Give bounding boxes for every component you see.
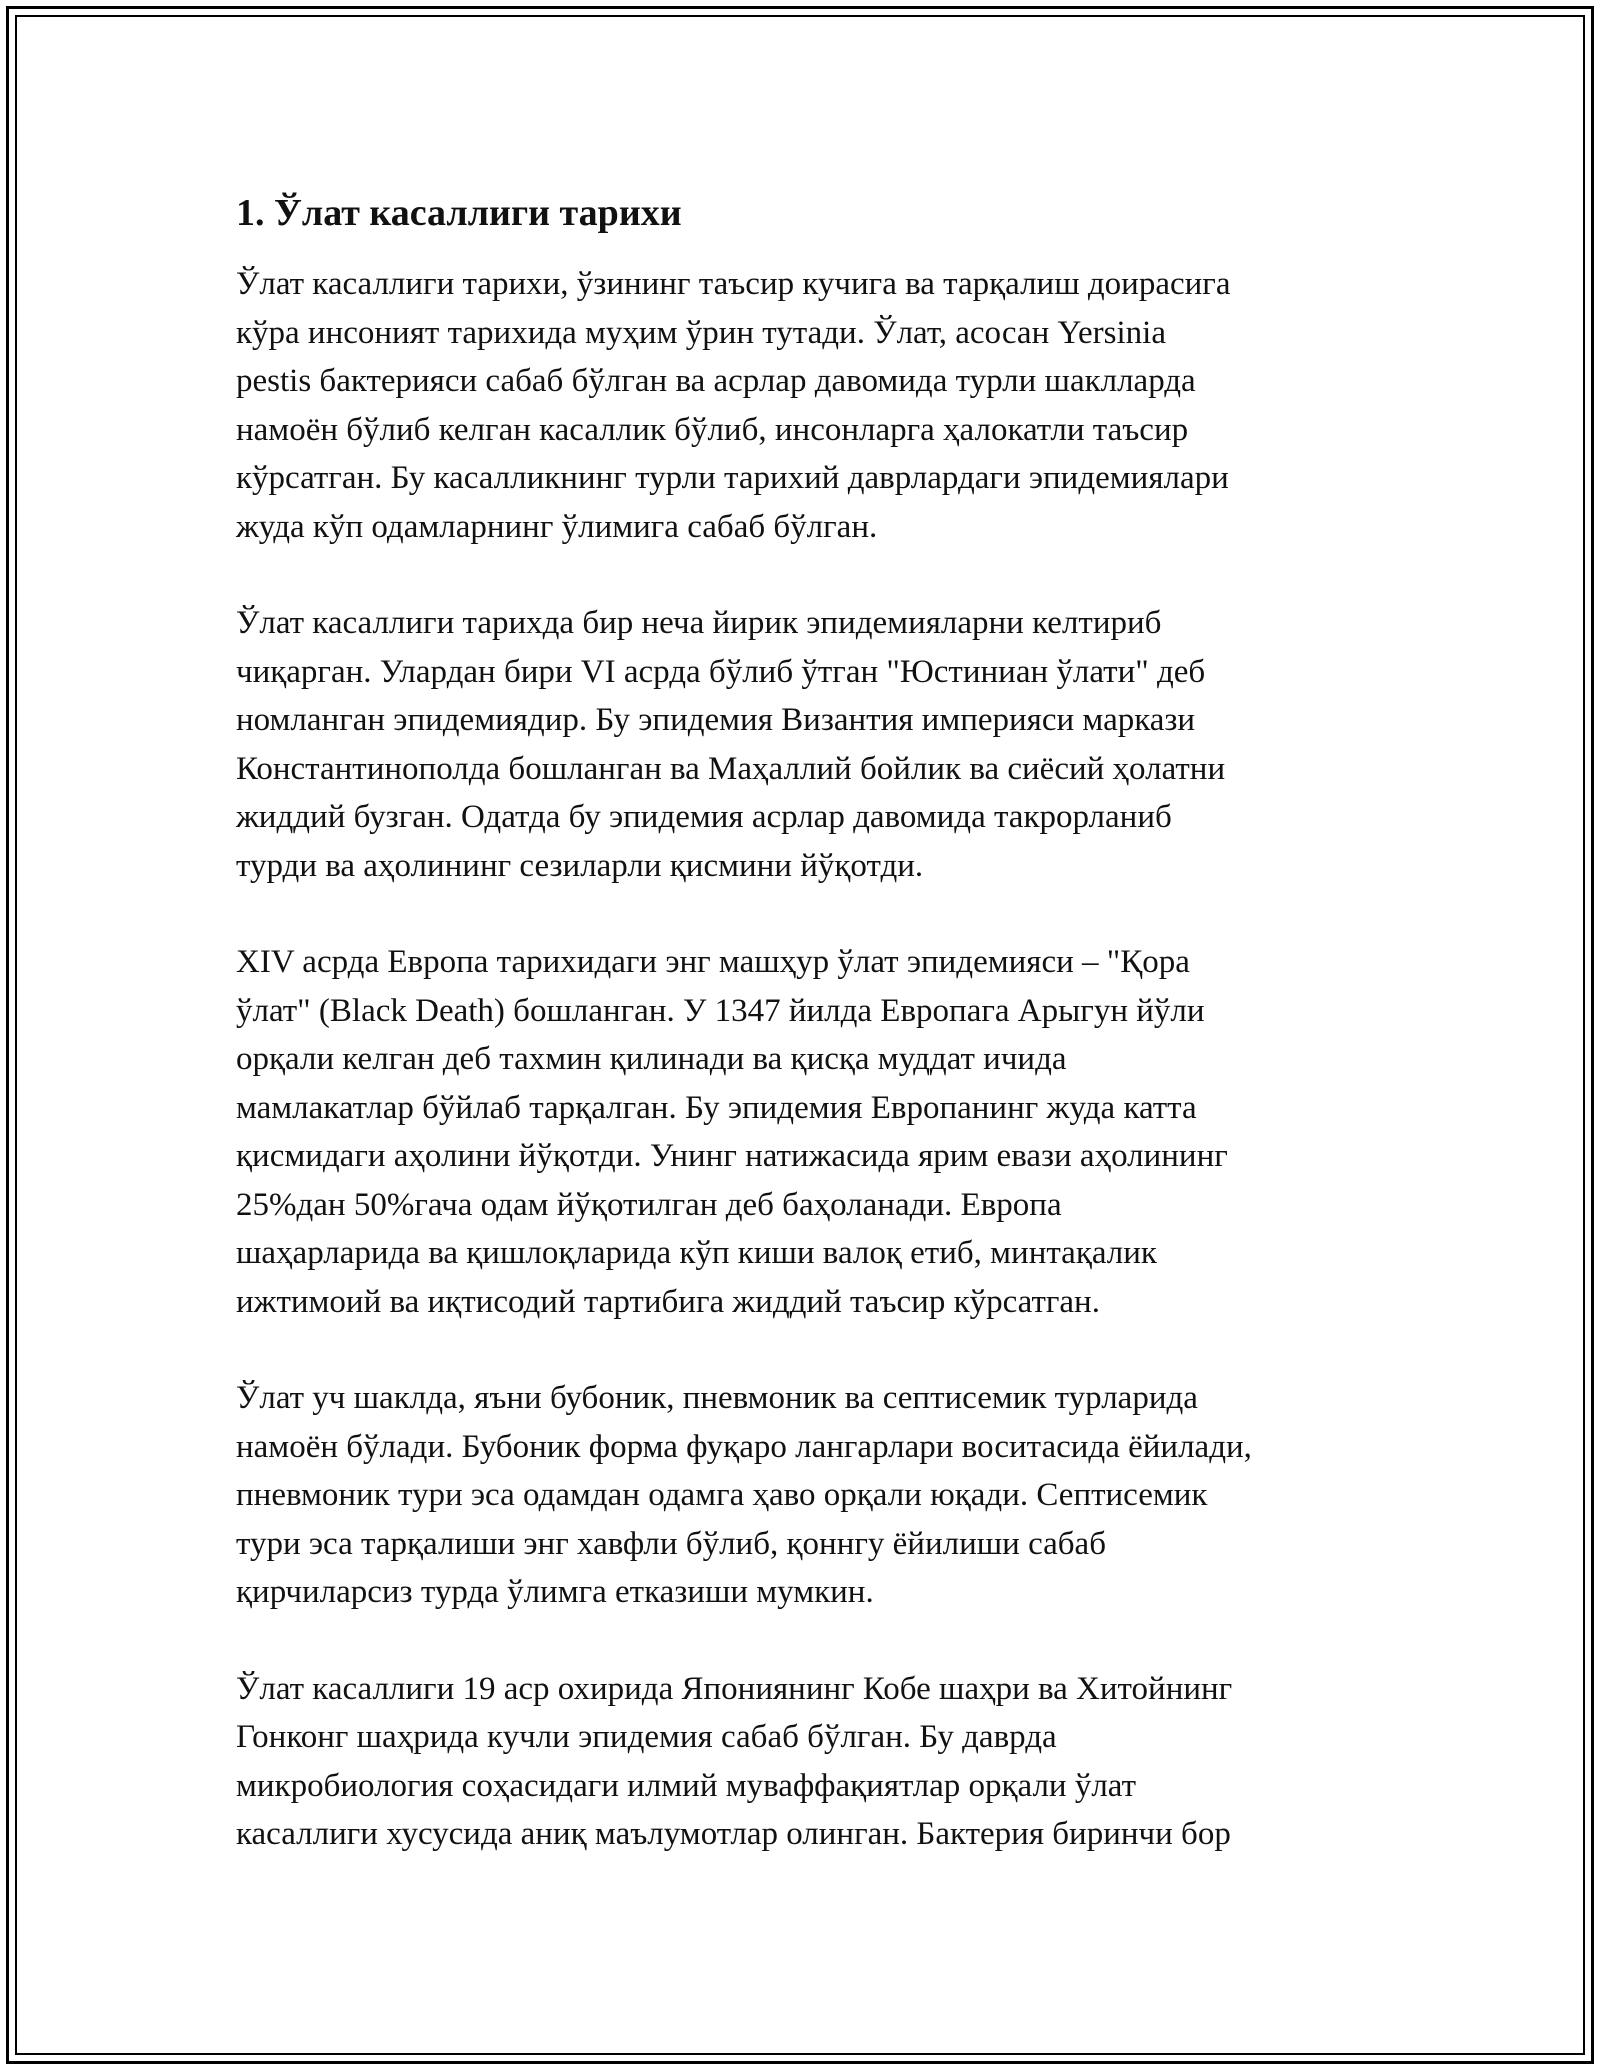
text-line: намоён бўлади. Бубоник форма фуқаро лангарлари воситасида ёйилади, [236, 1428, 1252, 1465]
section-title: 1. Ўлат касаллиги тарихи [236, 192, 682, 234]
text-line: пневмоник тури эса одамдан одамга ҳаво орқали юқади. Септисемик [236, 1477, 1208, 1513]
text-line: Ўлат касаллиги 19 аср охирида Япониянинг Кобе шаҳри ва Хитойнинг [236, 1670, 1233, 1707]
paragraph-5 [236, 1665, 1376, 1859]
text-line: Константинополда бошланган ва Маҳаллий бойлик ва сиёсий ҳолатни [236, 750, 1226, 787]
text-line: касаллиги хусусида аниқ маълумотлар олинган. Бактерия биринчи бор [236, 1816, 1231, 1852]
text-line: XIV асрда Европа тарихидаги энг машҳур ўлат эпидемияси – "Қора [236, 944, 1190, 980]
document-body [236, 186, 1376, 1907]
paragraph-2 [236, 599, 1376, 890]
text-line: номланган эпидемиядир. Бу эпидемия Византия империяси маркази [236, 702, 1196, 738]
text-line: кўра инсоният тарихида муҳим ўрин тутади. Ўлат, асосан Yersinia [236, 314, 1166, 351]
text-line: ўлат" (Black Death) бошланган. У 1347 йилда Европага Арыгун йўли [236, 992, 1205, 1029]
text-line: қисмидаги аҳолини йўқотди. Унинг натижасида ярим евази аҳолининг [236, 1138, 1228, 1174]
text-line: кўрсатган. Бу касалликнинг турли тарихий даврлардаги эпидемиялари [236, 460, 1229, 496]
text-line: Ўлат уч шаклда, яъни бубоник, пневмоник ва септисемик турларида [236, 1380, 1198, 1416]
text-line: қирчиларсиз турда ўлимга етказиши мумкин. [236, 1574, 874, 1610]
text-line: чиқарган. Улардан бири VI асрда бўлиб ўтган "Юстиниан ўлати" деб [236, 653, 1206, 690]
text-line: намоён бўлиб келган касаллик бўлиб, инсонларга ҳалокатли таъсир [236, 411, 1189, 448]
text-line: Гонконг шаҳрида кучли эпидемия сабаб бўлган. Бу даврда [236, 1719, 1057, 1755]
text-line: тури эса тарқалиши энг хавфли бўлиб, қоннгу ёйилиши сабаб [236, 1525, 1106, 1562]
text-line: pestis бактерияси сабаб бўлган ва асрлар давомида турли шаклларда [236, 363, 1196, 399]
text-line: шаҳарларида ва қишлоқларида кўп киши валоқ етиб, минтақалик [236, 1235, 1157, 1271]
text-line: микробиология соҳасидаги илмий муваффақиятлар орқали ўлат [236, 1767, 1137, 1804]
text-line: турди ва аҳолининг сезиларли қисмини йўқотди. [236, 847, 924, 884]
text-line: ижтимоий ва иқтисодий тартибига жиддий таъсир кўрсатган. [236, 1283, 1100, 1320]
text-line: Ўлат касаллиги тарихи, ўзининг таъсир кучига ва тарқалиш доирасига [236, 266, 1231, 302]
text-line: Ўлат касаллиги тарихда бир неча йирик эпидемияларни келтириб [236, 605, 1162, 641]
paragraph-1 [236, 260, 1376, 551]
text-line: жуда кўп одамларнинг ўлимига сабаб бўлган. [236, 508, 878, 545]
text-line: орқали келган деб тахмин қилинади ва қисқа муддат ичида [236, 1041, 1067, 1077]
text-line: жиддий бузган. Одатда бу эпидемия асрлар давомида такрорланиб [236, 799, 1172, 835]
paragraph-3 [236, 938, 1376, 1326]
text-line: 25%дан 50%гача одам йўқотилган деб баҳоланади. Европа [236, 1186, 1062, 1223]
text-line: мамлакатлар бўйлаб тарқалган. Бу эпидемия Европанинг жуда катта [236, 1089, 1197, 1126]
paragraph-4 [236, 1374, 1376, 1617]
